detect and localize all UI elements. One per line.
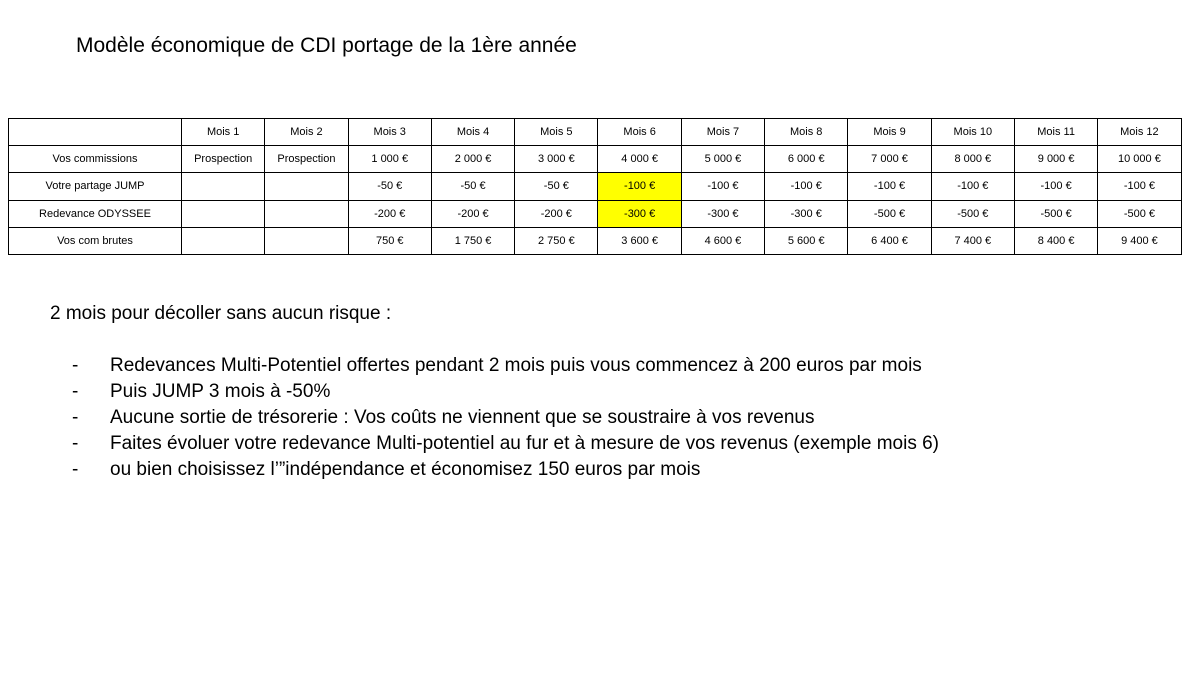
table-cell <box>265 200 348 227</box>
header-cell-month-6: Mois 6 <box>598 119 681 146</box>
table-cell: 7 400 € <box>931 227 1014 254</box>
table-cell <box>182 173 265 200</box>
header-cell-corner <box>9 119 182 146</box>
table-cell: 10 000 € <box>1098 146 1181 173</box>
table-cell: 4 000 € <box>598 146 681 173</box>
row-label: Vos com brutes <box>9 227 182 254</box>
bullet-text: ou bien choisissez l’”indépendance et économisez 150 euros par mois <box>110 459 701 480</box>
header-cell-month-10: Mois 10 <box>931 119 1014 146</box>
table-cell: 6 000 € <box>765 146 848 173</box>
table-cell: 3 000 € <box>515 146 598 173</box>
table-cell: -100 € <box>765 173 848 200</box>
table-cell: 6 400 € <box>848 227 931 254</box>
table-row-jump-share <box>9 173 1182 200</box>
table-cell: Prospection <box>182 146 265 173</box>
table-cell: 8 000 € <box>931 146 1014 173</box>
table-cell: -500 € <box>848 200 931 227</box>
header-cell-month-3: Mois 3 <box>348 119 431 146</box>
header-cell-month-9: Mois 9 <box>848 119 931 146</box>
header-cell-month-5: Mois 5 <box>515 119 598 146</box>
bullet-item <box>72 379 939 405</box>
highlighted-cell: -100 € <box>598 173 681 200</box>
business-model-table <box>8 118 1182 255</box>
header-cell-month-12: Mois 12 <box>1098 119 1181 146</box>
table-cell: -50 € <box>515 173 598 200</box>
table-cell: -200 € <box>515 200 598 227</box>
bullet-text: Aucune sortie de trésorerie : Vos coûts ne viennent que se soustraire à vos revenus <box>110 407 815 428</box>
header-cell-month-1: Mois 1 <box>182 119 265 146</box>
row-label: Redevance ODYSSEE <box>9 200 182 227</box>
table-cell: -200 € <box>348 200 431 227</box>
table-cell: -500 € <box>1098 200 1181 227</box>
table-cell <box>182 200 265 227</box>
bullet-item <box>72 353 939 379</box>
table-row-commissions <box>9 146 1182 173</box>
table-cell: 1 750 € <box>431 227 514 254</box>
table-cell: 8 400 € <box>1014 227 1097 254</box>
table-cell: 750 € <box>348 227 431 254</box>
bullet-dash: - <box>72 459 79 480</box>
table-cell: 3 600 € <box>598 227 681 254</box>
table-cell: -50 € <box>348 173 431 200</box>
bullet-text: Faites évoluer votre redevance Multi-potentiel au fur et à mesure de vos revenus (exemple mois 6) <box>110 433 940 454</box>
table-cell: -500 € <box>1014 200 1097 227</box>
table-cell: -100 € <box>681 173 764 200</box>
table-cell: -50 € <box>431 173 514 200</box>
header-cell-month-11: Mois 11 <box>1014 119 1097 146</box>
bullet-dash: - <box>72 355 79 376</box>
table-cell: 7 000 € <box>848 146 931 173</box>
table-cell: -100 € <box>1098 173 1181 200</box>
highlighted-cell: -300 € <box>598 200 681 227</box>
row-label: Vos commissions <box>9 146 182 173</box>
table-cell: -500 € <box>931 200 1014 227</box>
table-cell <box>265 227 348 254</box>
header-cell-month-7: Mois 7 <box>681 119 764 146</box>
table-cell: -100 € <box>848 173 931 200</box>
table-row-odyssee-fee <box>9 200 1182 227</box>
bullet-item <box>72 457 939 483</box>
table-cell: 4 600 € <box>681 227 764 254</box>
table-cell: -300 € <box>681 200 764 227</box>
bullet-dash: - <box>72 407 79 428</box>
section-heading: 2 mois pour décoller sans aucun risque : <box>50 303 392 324</box>
bullet-dash: - <box>72 433 79 454</box>
page-title: Modèle économique de CDI portage de la 1ère année <box>76 34 577 57</box>
table-cell: -100 € <box>931 173 1014 200</box>
table-cell: 1 000 € <box>348 146 431 173</box>
table-cell: 9 000 € <box>1014 146 1097 173</box>
bullet-list <box>72 353 939 483</box>
table-cell: 5 600 € <box>765 227 848 254</box>
table-cell: 9 400 € <box>1098 227 1181 254</box>
row-label: Votre partage JUMP <box>9 173 182 200</box>
header-cell-month-4: Mois 4 <box>431 119 514 146</box>
table-cell: 2 750 € <box>515 227 598 254</box>
table-cell: Prospection <box>265 146 348 173</box>
table-cell <box>182 227 265 254</box>
header-cell-month-2: Mois 2 <box>265 119 348 146</box>
bullet-dash: - <box>72 381 79 402</box>
table-cell: -100 € <box>1014 173 1097 200</box>
table-cell: -200 € <box>431 200 514 227</box>
header-cell-month-8: Mois 8 <box>765 119 848 146</box>
table-cell: 2 000 € <box>431 146 514 173</box>
table-cell: -300 € <box>765 200 848 227</box>
table-cell <box>265 173 348 200</box>
bullet-text: Puis JUMP 3 mois à -50% <box>110 381 331 402</box>
bullet-item <box>72 405 939 431</box>
bullet-text: Redevances Multi-Potentiel offertes pendant 2 mois puis vous commencez à 200 euros par mois <box>110 355 922 376</box>
bullet-item <box>72 431 939 457</box>
table-header-row <box>9 119 1182 146</box>
table-cell: 5 000 € <box>681 146 764 173</box>
table-row-gross-commissions <box>9 227 1182 254</box>
